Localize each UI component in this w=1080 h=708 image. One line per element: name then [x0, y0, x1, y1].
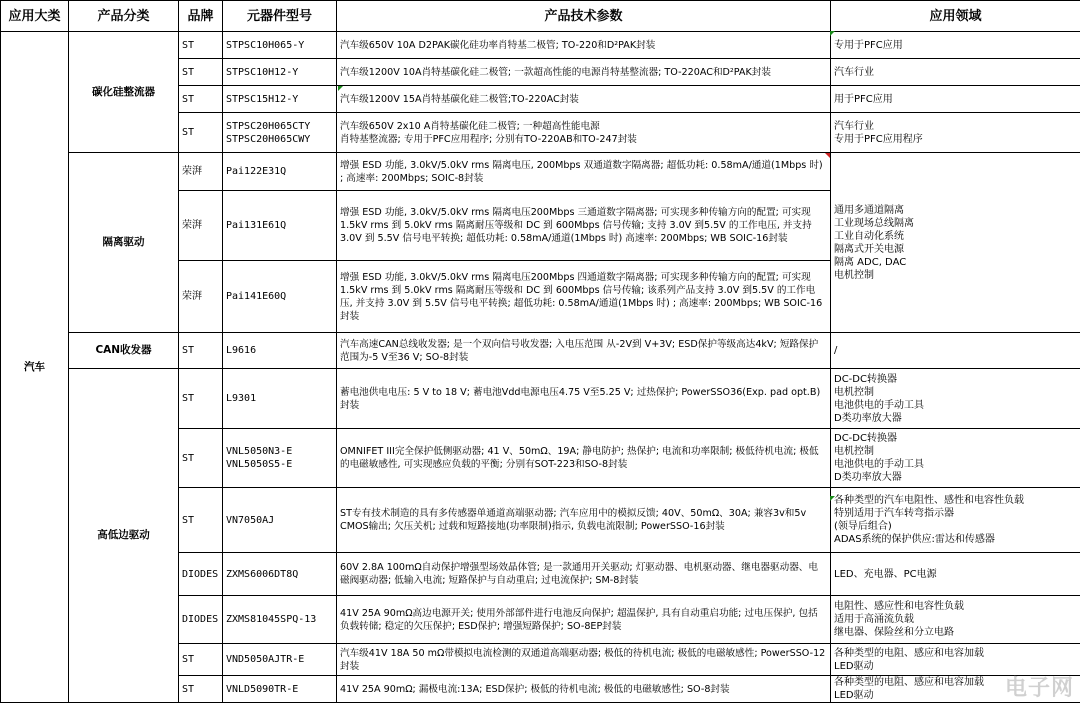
spec-cell: 增强 ESD 功能, 3.0kV/5.0kV rms 隔离电压200Mbps 四通道数字隔离器; 可实现多种传输方向的配置; 可实现 1.5kV rms 到 5.0kV rms 隔离耐压等级和 DC 到 600Mbps 信号传输; 该系列产品支持 3.0V 到5.5V 的工作电压, 并支持 3.0V 到 5.5V 信号电平转换; 超低功耗: 0.58mA/通道(1Mbps 时) ; 高速率: 200Mbps; WB SOIC-16封装: [337, 261, 831, 333]
brand-cell: ST: [179, 333, 223, 369]
model-cell: ZXMS81045SPQ-13: [223, 596, 337, 644]
spec-cell: 汽车级41V 18A 50 mΩ带模拟电流检测的双通道高端驱动器; 极低的待机电流; 极低的电磁敏感性; PowerSSO-12封装: [337, 644, 831, 676]
field-cell: 用于PFC应用: [831, 86, 1080, 113]
comment-marker-red: [825, 153, 830, 158]
model-cell: STPSC10H065-Y: [223, 32, 337, 59]
header-model: 元器件型号: [223, 1, 337, 32]
model-cell: VND5050AJTR-E: [223, 644, 337, 676]
brand-cell: ST: [179, 369, 223, 429]
spec-cell: 汽车级1200V 15A肖特基碳化硅二极管;TO-220AC封装: [337, 86, 831, 113]
comment-marker-green: [338, 86, 343, 91]
app-category-cell: 汽车: [1, 32, 69, 703]
table-row: [1, 153, 1080, 191]
field-cell: 各种类型的电阻、感应和电容加载 LED驱动: [831, 644, 1080, 676]
brand-cell: DIODES: [179, 553, 223, 596]
spec-cell: 汽车级650V 2x10 A肖特基碳化硅二极管; 一种超高性能电源 肖特基整流器; 专用于PFC应用程序; 分别有TO-220AB和TO-247封装: [337, 113, 831, 153]
category-can: CAN收发器: [69, 333, 179, 369]
brand-cell: ST: [179, 113, 223, 153]
header-product-category: 产品分类: [69, 1, 179, 32]
model-cell: L9616: [223, 333, 337, 369]
field-cell: 汽车行业: [831, 59, 1080, 86]
model-cell: VNL5050N3-E VNL5050S5-E: [223, 429, 337, 488]
brand-cell: 荣湃: [179, 261, 223, 333]
brand-cell: 荣湃: [179, 153, 223, 191]
model-cell: VN7050AJ: [223, 488, 337, 553]
spec-cell: 汽车级1200V 10A肖特基碳化硅二极管; 一款超高性能的电源肖特基整流器; TO-220AC和D²PAK封装: [337, 59, 831, 86]
category-sic: 碳化硅整流器: [69, 32, 179, 153]
field-cell: DC-DC转换器 电机控制 电池供电的手动工具 D类功率放大器: [831, 429, 1080, 488]
model-cell: Pai122E31Q: [223, 153, 337, 191]
model-cell: STPSC15H12-Y: [223, 86, 337, 113]
brand-cell: 荣湃: [179, 191, 223, 261]
comment-marker-green: [830, 31, 835, 36]
spec-cell: 41V 25A 90mΩ; 漏极电流:13A; ESD保护; 极低的待机电流; 极低的电磁敏感性; SO-8封装: [337, 676, 831, 703]
brand-cell: ST: [179, 676, 223, 703]
table-row: [1, 369, 1080, 429]
model-cell: Pai131E61Q: [223, 191, 337, 261]
spec-cell: ST专有技术制造的具有多传感器单通道高端驱动器; 汽车应用中的模拟反馈; 40V、50mΩ、30A; 兼容3v和5v CMOS输出; 欠压关机; 过载和短路接地(功率限制)指示, 负载电流限制; PowerSSO-16封装: [337, 488, 831, 553]
model-cell: STPSC10H12-Y: [223, 59, 337, 86]
field-cell: 各种类型的电阻、感应和电容加载 LED驱动: [831, 676, 1080, 703]
table-row: [1, 32, 1080, 59]
header-brand: 品牌: [179, 1, 223, 32]
header-row: [1, 1, 1080, 32]
header-spec: 产品技术参数: [337, 1, 831, 32]
model-cell: ZXMS6006DT8Q: [223, 553, 337, 596]
watermark-logo: 电子网: [1004, 676, 1074, 701]
brand-cell: ST: [179, 32, 223, 59]
field-cell: /: [831, 333, 1080, 369]
spec-cell: OMNIFET III完全保护低侧驱动器; 41 V、50mΩ、19A; 静电防护; 热保护; 电流和功率限制; 极低待机电流; 极低的电磁敏感性, 可实现感应负载的平衡; 分别有SOT-223和SO-8封装: [337, 429, 831, 488]
comment-marker-green: [830, 496, 835, 501]
model-cell: Pai141E60Q: [223, 261, 337, 333]
spec-cell: 蓄电池供电电压: 5 V to 18 V; 蓄电池Vdd电源电压4.75 V至5.25 V; 过热保护; PowerSSO36(Exp. pad opt.B)封装: [337, 369, 831, 429]
spec-cell: 增强 ESD 功能, 3.0kV/5.0kV rms 隔离电压, 200Mbps 双通道数字隔离器; 超低功耗: 0.58mA/通道(1Mbps 时) ; 高速率: 200Mbps; SOIC-8封装: [337, 153, 831, 191]
brand-cell: ST: [179, 644, 223, 676]
field-cell: DC-DC转换器 电机控制 电池供电的手动工具 D类功率放大器: [831, 369, 1080, 429]
model-cell: L9301: [223, 369, 337, 429]
header-field: 应用领域: [831, 1, 1080, 32]
spec-cell: 增强 ESD 功能, 3.0kV/5.0kV rms 隔离电压200Mbps 三通道数字隔离器; 可实现多种传输方向的配置; 可实现 1.5kV rms 到 5.0kV rms 隔离耐压等级和 DC 到 600Mbps 信号传输; 支持 3.0V 到5.5V 的工作电压, 并支持 3.0V 到 5.5V 信号电平转换; 超低功耗: 0.58mA/通道(1Mbps 时) 高速率: 200Mbps; WB SOIC-16封装: [337, 191, 831, 261]
field-cell-iso: 通用多通道隔离 工业现场总线隔离 工业自动化系统 隔离式开关电源 隔离 ADC, DAC 电机控制: [831, 153, 1080, 333]
field-cell: 专用于PFC应用: [831, 32, 1080, 59]
table-row: [1, 333, 1080, 369]
category-hls: 高低边驱动: [69, 369, 179, 703]
brand-cell: ST: [179, 429, 223, 488]
spec-cell: 汽车高速CAN总线收发器; 是一个双向信号收发器; 入电压范围 从-2V到 V+3V; ESD保护等级高达4kV; 短路保护范围为-5 V至36 V; SO-8封装: [337, 333, 831, 369]
field-cell: LED、充电器、PC电源: [831, 553, 1080, 596]
field-cell: 汽车行业 专用于PFC应用程序: [831, 113, 1080, 153]
category-iso: 隔离驱动: [69, 153, 179, 333]
model-cell: VNLD5090TR-E: [223, 676, 337, 703]
header-app-category: 应用大类: [1, 1, 69, 32]
spec-cell: 60V 2.8A 100mΩ自动保护增强型场效晶体管; 是一款通用开关驱动; 灯驱动器、电机驱动器、继电器驱动器、电磁阀驱动器; 低输入电流; 短路保护与自动重启; 过电流保护; SM-8封装: [337, 553, 831, 596]
brand-cell: ST: [179, 86, 223, 113]
brand-cell: ST: [179, 488, 223, 553]
brand-cell: ST: [179, 59, 223, 86]
brand-cell: DIODES: [179, 596, 223, 644]
spec-cell: 汽车级650V 10A D2PAK碳化硅功率肖特基二极管; TO-220和D²PAK封装: [337, 32, 831, 59]
spec-cell: 41V 25A 90mΩ高边电源开关; 使用外部部件进行电池反向保护; 超温保护, 具有自动重启功能; 过电压保护, 包括负载转储; 稳定的欠压保护; ESD保护; 增强短路保护; SO-8EP封装: [337, 596, 831, 644]
field-cell: 电阻性、感应性和电容性负载 适用于高涌流负载 继电器、保险丝和分立电路: [831, 596, 1080, 644]
field-cell: 各种类型的汽车电阻性、感性和电容性负载 特别适用于汽车转弯指示器 (领导后组合) ADAS系统的保护供应:雷达和传感器: [831, 488, 1080, 553]
model-cell: STPSC20H065CTY STPSC20H065CWY: [223, 113, 337, 153]
